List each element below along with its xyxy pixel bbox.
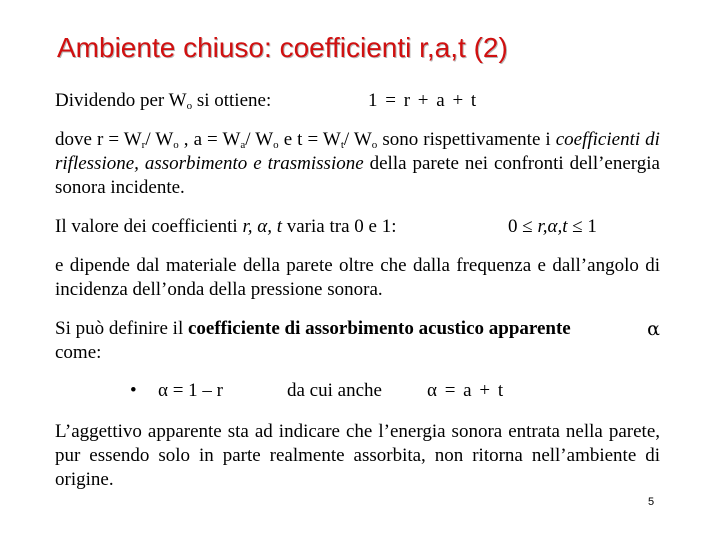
text-da-cui-anche: da cui anche xyxy=(287,380,382,401)
subscript: r xyxy=(141,139,146,151)
text: della parete nei confronti dell’energia sonora incidente. xyxy=(55,153,660,198)
text: Il valore dei coefficienti xyxy=(55,216,243,237)
text: ≤ 1 xyxy=(567,216,597,237)
text: si ottiene: xyxy=(192,90,272,111)
text: Dividendo per W xyxy=(55,90,187,111)
text: varia tra 0 e 1: xyxy=(282,216,397,237)
text: , a = W xyxy=(178,129,241,150)
equation-conservation: 1 = r + a + t xyxy=(368,90,477,111)
subscript: o xyxy=(273,139,279,151)
paragraph-apparent-coefficient xyxy=(55,317,660,365)
bold-text: coefficiente di assorbimento acustico apparente xyxy=(187,318,571,339)
text: / W xyxy=(245,129,274,150)
text: e t = W xyxy=(278,129,341,150)
italic-text: r, α, t xyxy=(242,216,282,237)
text: dove r = W xyxy=(55,129,142,150)
equation-alpha: α = 1 – r xyxy=(158,380,223,401)
text: / W xyxy=(343,129,372,150)
paragraph-conclusion: L’aggettivo apparente sta ad indicare che l’energia sonora entrata nella parete, pur essendo solo in parte realmente assorbita, non ritorna nell’ambiente di origine. xyxy=(55,421,660,490)
bullet-icon: • xyxy=(130,380,137,401)
subscript: t xyxy=(340,139,344,151)
italic-text: r,α,t xyxy=(537,216,568,237)
equation-alpha-sum: α = a + t xyxy=(427,380,504,401)
equation-range xyxy=(508,216,597,238)
text: 0 ≤ xyxy=(508,216,538,237)
text: sono rispettivamente i xyxy=(377,129,556,150)
text: Si può definire il xyxy=(55,318,188,339)
paragraph-definitions xyxy=(55,128,660,200)
page-number: 5 xyxy=(648,496,655,508)
subscript: o xyxy=(371,139,378,151)
slide-title: Ambiente chiuso: coefficienti r,a,t (2) xyxy=(57,32,508,63)
paragraph-dependence: e dipende dal materiale della parete oltre che dalla frequenza e dall’angolo di incidenza dell’onda della pressione sonora. xyxy=(55,255,660,300)
subscript: a xyxy=(240,139,246,151)
italic-text: coefficienti di riflessione, assorbimento e trasmissione xyxy=(55,129,660,174)
text: come: xyxy=(55,342,102,363)
subscript: o xyxy=(186,100,193,112)
alpha-symbol: α xyxy=(647,318,660,340)
text: / W xyxy=(145,129,174,150)
line-range xyxy=(55,216,396,238)
line-dividendo xyxy=(55,90,271,112)
subscript: o xyxy=(173,139,179,151)
